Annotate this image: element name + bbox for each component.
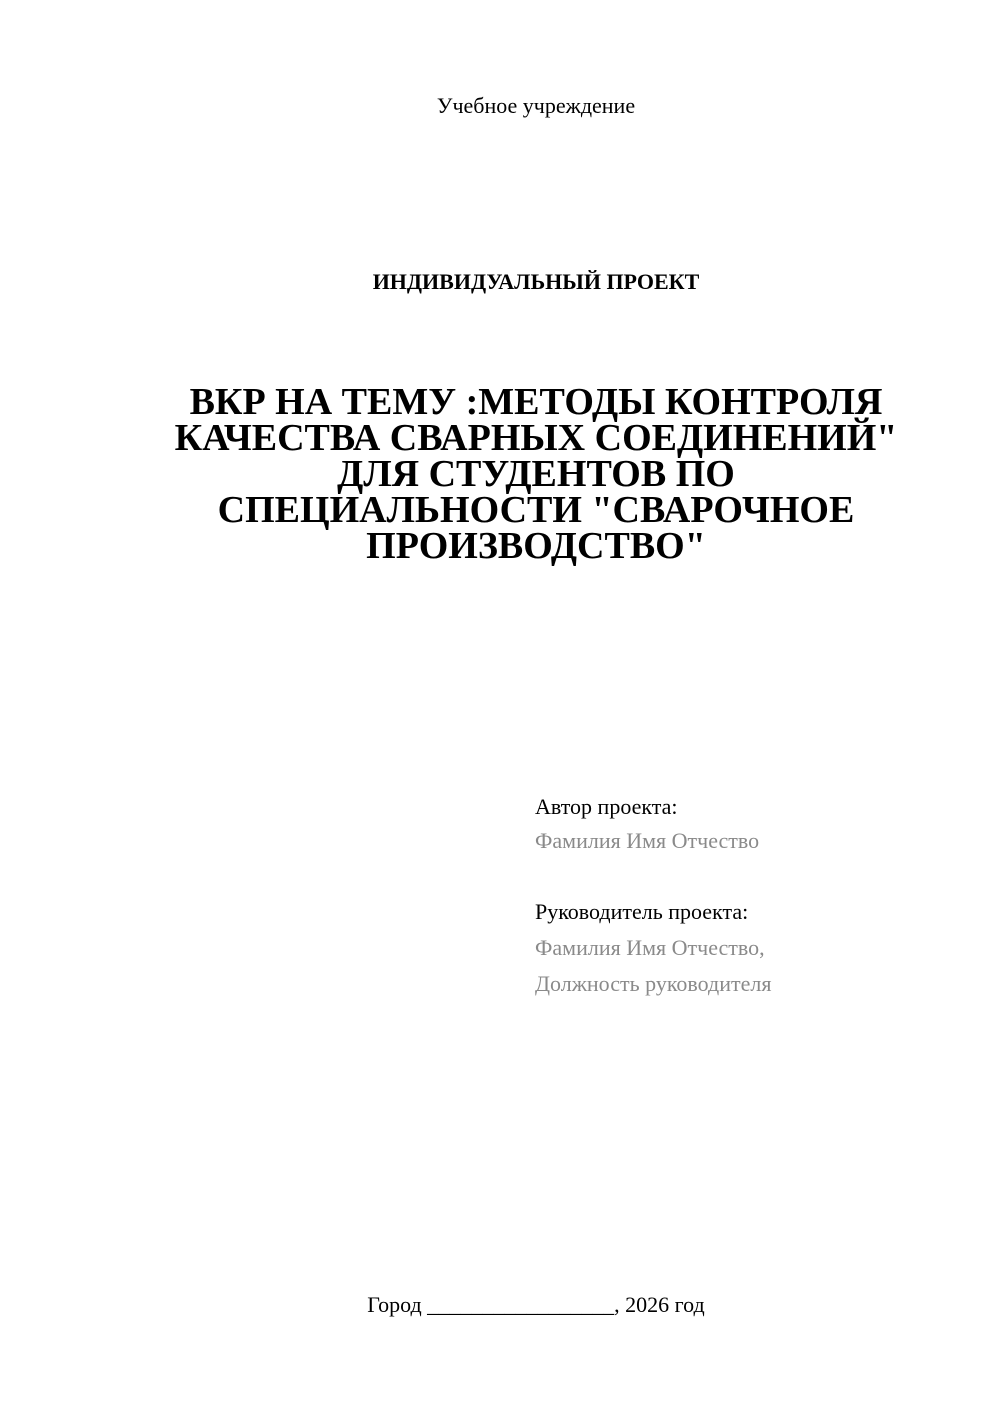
title-line-3: ДЛЯ СТУДЕНТОВ ПО (337, 453, 735, 495)
supervisor-position-placeholder: Должность руководителя (535, 971, 772, 996)
institution-name: Учебное учреждение (436, 93, 636, 118)
title-line-5: ПРОИЗВОДСТВО" (366, 525, 706, 567)
city-year-footer: Город _________________, 2026 год (367, 1292, 705, 1317)
author-label: Автор проекта: (535, 794, 678, 819)
supervisor-label: Руководитель проекта: (535, 899, 749, 924)
project-title (150, 381, 922, 567)
project-type-heading: ИНДИВИДУАЛЬНЫЙ ПРОЕКТ (372, 269, 700, 294)
title-line-1: ВКР НА ТЕМУ :МЕТОДЫ КОНТРОЛЯ (189, 381, 883, 423)
supervisor-block (535, 894, 975, 1002)
title-line-2: КАЧЕСТВА СВАРНЫХ СОЕДИНЕНИЙ" (174, 417, 898, 459)
author-name-placeholder: Фамилия Имя Отчество (535, 828, 760, 853)
author-block (535, 790, 975, 858)
title-line-4: СПЕЦИАЛЬНОСТИ "СВАРОЧНОЕ (217, 489, 855, 531)
supervisor-name-placeholder: Фамилия Имя Отчество, (535, 935, 765, 960)
